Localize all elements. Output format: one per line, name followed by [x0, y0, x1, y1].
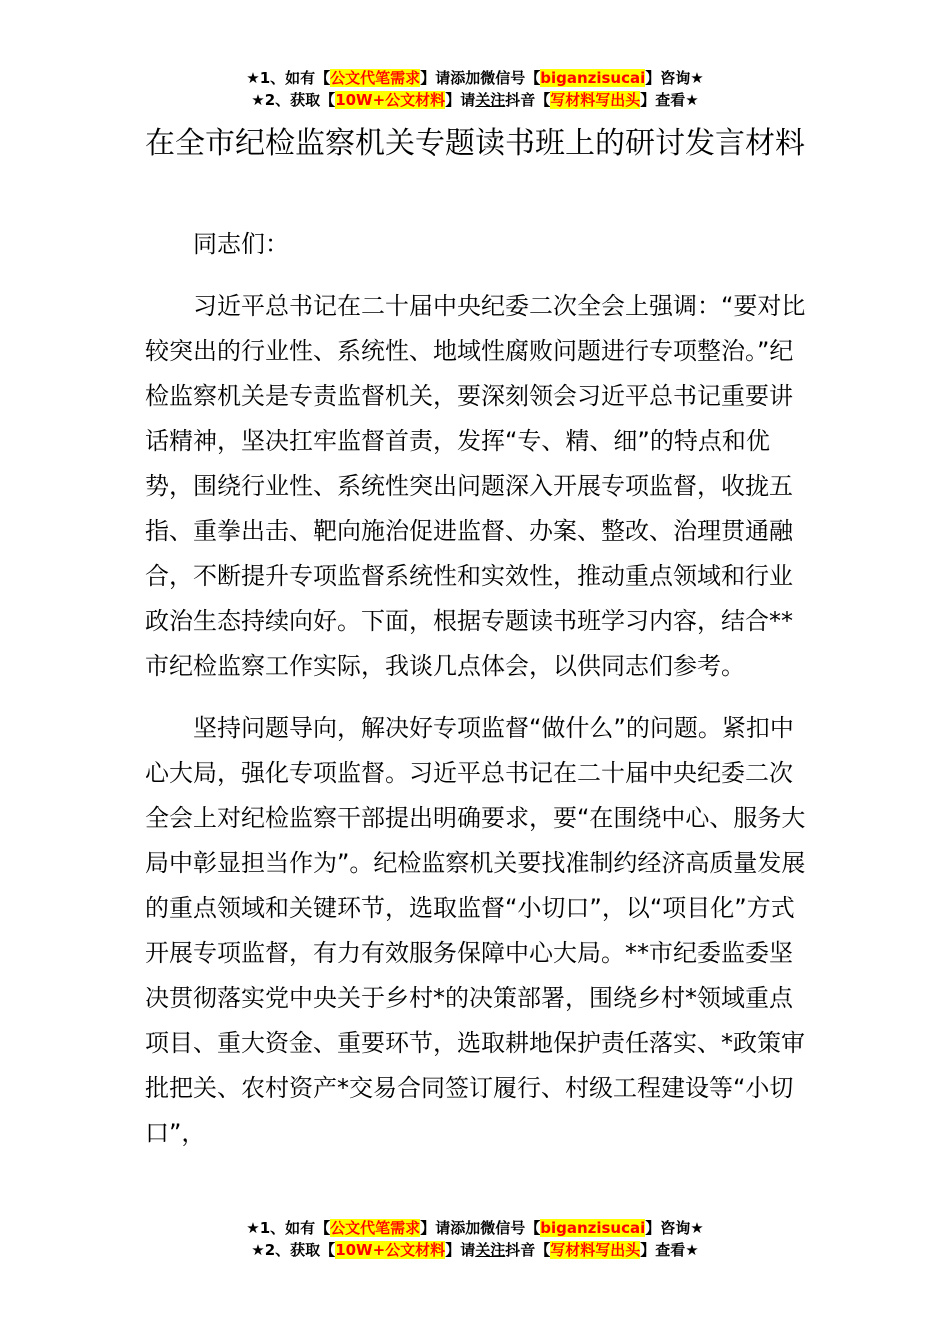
highlight-douyin-name: 写材料写出头 — [550, 1241, 641, 1259]
header-banner — [0, 67, 950, 111]
paragraph-1: 习近平总书记在二十届中央纪委二次全会上强调：“要对比较突出的行业性、系统性、地域性腐败问题进行专项整治。”纪检监察机关是专责监督机关，要深刻领会习近平总书记重要讲话精神，坚决扛牢监督首责，发挥“专、精、细”的特点和优势，围绕行业性、系统性突出问题深入开展专项监督，收拢五指、重拳出击、靶向施治促进监督、办案、整改、治理贯通融合，不断提升专项监督系统性和实效性，推动重点领域和行业政治生态持续向好。下面，根据专题读书班学习内容，结合**市纪检监察工作实际，我谈几点体会，以供同志们参考。 — [145, 292, 806, 680]
footer-banner — [0, 1217, 950, 1261]
document-title: 在全市纪检监察机关专题读书班上的研讨发言材料 — [145, 126, 805, 161]
banner-line-1: ★1、如有【公文代笔需求】请添加微信号【biganzisucai】咨询★ — [246, 1219, 704, 1237]
highlight-materials: 10W+公文材料 — [335, 1241, 446, 1259]
underlined-follow: 关注 — [475, 91, 506, 109]
highlight-douyin-name: 写材料写出头 — [550, 91, 641, 109]
document-body — [145, 222, 810, 1156]
underlined-follow: 关注 — [475, 1241, 506, 1259]
highlight-service: 公文代笔需求 — [330, 69, 421, 87]
highlight-service: 公文代笔需求 — [330, 1219, 421, 1237]
highlight-wechat-id: biganzisucai — [540, 69, 646, 87]
highlight-wechat-id: biganzisucai — [540, 1219, 646, 1237]
paragraph-2: 坚持问题导向，解决好专项监督“做什么”的问题。紧扣中心大局，强化专项监督。习近平总书记在二十届中央纪委二次全会上对纪检监察干部提出明确要求，要“在围绕中心、服务大局中彰显担当作为”。纪检监察机关要找准制约经济高质量发展的重点领域和关键环节，选取监督“小切口”，以“项目化”方式开展专项监督，有力有效服务保障中心大局。**市纪委监委坚决贯彻落实党中央关于乡村*的决策部署，围绕乡村*领域重点项目、重大资金、重要环节，选取耕地保护责任落实、*政策审批把关、农村资产*交易合同签订履行、村级工程建设等“小切口”， — [145, 714, 806, 1147]
banner-line-2: ★2、获取【10W+公文材料】请关注抖音【写材料写出头】查看★ — [251, 1241, 699, 1259]
highlight-materials: 10W+公文材料 — [335, 91, 446, 109]
greeting: 同志们： — [193, 230, 289, 258]
banner-line-2: ★2、获取【10W+公文材料】请关注抖音【写材料写出头】查看★ — [251, 91, 699, 109]
banner-line-1: ★1、如有【公文代笔需求】请添加微信号【biganzisucai】咨询★ — [246, 69, 704, 87]
